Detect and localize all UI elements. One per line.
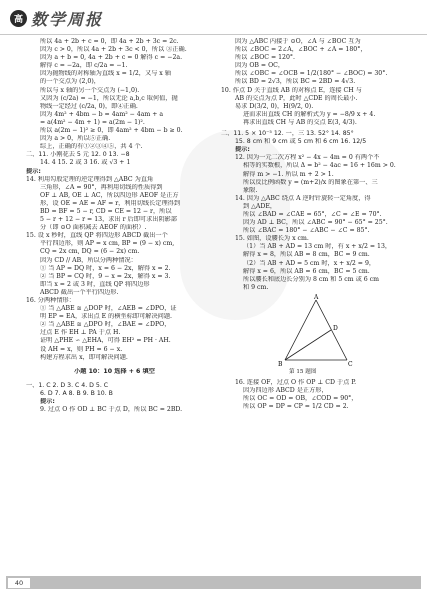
figure-label-d: D bbox=[333, 324, 338, 332]
hint-line: 相等的实数根，所以 Δ = b² − 4ac = 16 + 16m > 0. bbox=[243, 162, 396, 170]
header-divider bbox=[0, 34, 427, 35]
hint-line: ① 当 AP = DQ 时，x = 6 − 2x，解得 x = 2. bbox=[40, 264, 171, 272]
text-line: 所以 a(2m − 1)² ≥ 0，即 4am² + 4bm − b ≥ 0. bbox=[40, 127, 183, 135]
hint-line: 解得 x = 6，所以 AB = 6 cm，BC = 5 cm. bbox=[243, 267, 370, 275]
page-number: 40 bbox=[8, 578, 30, 588]
hint-block bbox=[26, 176, 213, 362]
hint-line: 证明 △PHE ∽ △EHA，可得 EH² = PH · AH. bbox=[40, 337, 171, 345]
hint-line: 过点 E 作 EH ⊥ PA 于点 H. bbox=[40, 329, 121, 337]
text-line: 因为 a + b = 0, 4a + 2b + c = 0 解得 c = −2a. bbox=[40, 54, 183, 62]
hint-line: 所以 ∠BAD = ∠CAE = 65°，∠C = ∠E = 70°. bbox=[243, 210, 382, 218]
right-column bbox=[221, 38, 411, 411]
text-line: 16. 连接 OF，过点 O 作 OP ⊥ CD 于点 P. bbox=[235, 379, 357, 386]
text-line: 所以 OC = OD = OB，∠COD = 90°， bbox=[243, 395, 358, 403]
hint-line: （1）当 AB + AD = 13 cm 时，有 x + x/2 = 13， bbox=[243, 243, 392, 251]
choice-answers-row: 6. D 7. A 8. B 9. B 10. B bbox=[40, 389, 113, 397]
figure-label-a: A bbox=[314, 293, 319, 301]
text-line: AB 的交点为点 P，此时 △CDE 的周长最小. bbox=[235, 94, 358, 102]
text-line: 因为抛物线的对称轴为直线 x = 1/2，又与 x 轴 bbox=[40, 70, 171, 78]
hint-line: ABCD 截出一个平行四边形. bbox=[40, 288, 119, 296]
left-column bbox=[26, 38, 213, 414]
hint-line: 构建方程求出 x，即可解决问题. bbox=[40, 353, 128, 361]
hint-label: 提示: bbox=[26, 167, 41, 175]
hint-line: 分（即 ⊙O 面积减去 AEOF 的面积）. bbox=[40, 224, 147, 232]
hint-line: 所以 ∠BAC = 180° − ∠ABC − ∠C = 85°. bbox=[243, 227, 370, 235]
hint-line: 平行四边形，则 AP = x cm, BP = (9 − x) cm, bbox=[40, 240, 175, 248]
hint-line: 15. 设 x 秒时，直线 QP 将四边形 ABCD 截出一个 bbox=[26, 232, 168, 240]
hint-line: 到 △ADE， bbox=[243, 202, 277, 210]
choice-answers-row: 一、1. C 2. D 3. C 4. D 5. C bbox=[26, 381, 109, 389]
figure-label-b: B bbox=[278, 360, 283, 368]
fill-answers-row: 14. 4 15. 2 或 3 16. 或 √3 + 1 bbox=[40, 159, 131, 167]
hint-line: ① 当 △ABE ≅ △DOP 时，∠AEB = ∠DPO，证 bbox=[40, 305, 177, 313]
text-line: 因为 OB = OC， bbox=[235, 62, 285, 70]
hint-line: 14. 利用勾股定理的逆定理得到 △ABC 为直角 bbox=[26, 175, 154, 183]
text-line: 所以 OP = DP = CP = 1/2 CD = 2. bbox=[243, 403, 349, 411]
newspaper-logo bbox=[10, 7, 145, 29]
text-line: 再求出直线 CH 与 AB 的交点 E(3, 4/3). bbox=[243, 118, 357, 126]
hint-label: 提示: bbox=[40, 398, 55, 406]
fill-answers-row: 二、11. 5 × 10⁻⁵ 12. 一，三 13. 52° 14. 85° bbox=[221, 130, 354, 138]
section-title: 小题 10：10 选择 + 6 填空 bbox=[74, 367, 155, 375]
hint-line: 14. 因为 △ABC 绕点 A 逆时针旋转一定角度，得 bbox=[235, 194, 371, 202]
hint-line: 三角形，∠A = 90°，再利用切线的性质得到 bbox=[40, 183, 163, 191]
text-line: 解得 c = −2a，即 c/2a = −1. bbox=[40, 62, 128, 70]
hint-line: 所以反比例函数 y = (m+2)/x 的图象在第一、三 bbox=[243, 178, 378, 186]
text-line: 因为 4m² + 4bm − b = 4am² − 4am + a bbox=[40, 110, 164, 118]
solution-block-right-top bbox=[221, 38, 411, 87]
hint-line: 形，设 OE = AE = AF = r，利用切线长定理得到 bbox=[40, 199, 181, 207]
text-line: 综上，正确的有①②③④⑤，共 4 个. bbox=[40, 143, 143, 151]
text-line: 进而求出直线 CH 的解析式为 y = −8/9 x + 4. bbox=[243, 110, 376, 118]
figure-caption: 第 15 题图 bbox=[289, 368, 317, 375]
text-line: 因为四边形 ABCD 是正方形， bbox=[243, 387, 328, 395]
footer-bar bbox=[6, 576, 421, 589]
fill-answers-row: 二、11. 小刚花去 5 元 12. 0 13. −8 bbox=[26, 151, 130, 159]
text-line: 又因为 (c/2a) = −1，所以无论 a,b,c 取何值，抛 bbox=[40, 94, 178, 102]
logo-title: 数学周报 bbox=[31, 9, 104, 29]
text-line: 物线一定经过 (c/2a, 0)，即④正确. bbox=[40, 102, 138, 110]
text-line: 因为 c > 0，所以 4a + 2b + 3c < 0，所以 ③正确. bbox=[40, 46, 187, 54]
isosceles-triangle-figure bbox=[271, 294, 361, 368]
figure-label-c: C bbox=[348, 360, 353, 368]
hint-line: 12. 因为一元二次方程 x² − 4x − 4m = 0 有两个不 bbox=[235, 154, 380, 162]
text-line: 因为 a > 0，所以⑤正确. bbox=[40, 135, 111, 143]
hint-line: 16. 分两种情形： bbox=[26, 297, 75, 304]
text-line: 所以 BD = 2√3，所以 BC = 2BD = 4√3. bbox=[235, 78, 356, 86]
hint-block-right bbox=[221, 154, 411, 292]
hint-line: 5 − r + 12 − r = 13，求出 r 后即可求出阴影部 bbox=[40, 216, 178, 224]
fill-answers-row: 15. 8 cm 和 9 cm 或 5 cm 和 6 cm 16. 12/5 bbox=[235, 138, 367, 146]
hint-label: 提示: bbox=[235, 146, 250, 154]
hint-line: 因为 CD // AB，所以分两种情况： bbox=[40, 256, 137, 264]
hint-line: 即当 x = 2 或 3 时，直线 QP 将四边形 bbox=[40, 280, 150, 288]
hint-line: ② 当 BP = CQ 时，9 − x = 2x，解得 x = 3. bbox=[40, 272, 171, 280]
text-line: 的一个交点为 (2,0)， bbox=[40, 78, 100, 86]
hint-line: OF ⊥ AB, OE ⊥ AC，所以四边形 AEOF 是正方 bbox=[40, 191, 179, 199]
hint-line: 15. 如图，设腰长为 x cm. bbox=[235, 235, 309, 243]
hint-line: 明 EP = EA，求出点 E 的横坐标即可解决问题. bbox=[40, 313, 172, 321]
hint-line: BD = BF = 5 − r, CD = CE = 12 − r，所以 bbox=[40, 207, 172, 215]
hint-line: 因为 AD ⊥ BC，所以 ∠ABC = 90° − 65° = 25°. bbox=[243, 219, 388, 227]
hint-line: （2）当 AB + AD = 5 cm 时，x + x/2 = 9， bbox=[243, 259, 376, 267]
hint-line: 和 9 cm. bbox=[243, 283, 269, 291]
text-line: 所以 ∠BOC = 120°. bbox=[235, 54, 295, 62]
text-line: 因为 △ABC 内接于 ⊙O，∠A 与 ∠BOC 互为 bbox=[235, 38, 361, 45]
hint-line: 解得 x = 8，所以 AB = 8 cm，BC = 9 cm. bbox=[243, 251, 370, 259]
text-line: 所以与 x 轴的另一个交点为 (−1,0). bbox=[40, 86, 140, 94]
text-line: 所以 ∠BOC = 2∠A，∠BOC + ∠A = 180°， bbox=[235, 46, 367, 54]
logo-badge: 高 bbox=[10, 10, 27, 27]
text-line: 10. 作点 D 关于直线 AB 的对称点 E，连接 CH 与 bbox=[221, 86, 362, 94]
hint-line: 象限. bbox=[243, 186, 258, 194]
text-line: 所以 ∠OBC = ∠OCB = 1/2(180° − ∠BOC) = 30°. bbox=[235, 70, 388, 78]
hint-line: 设 AH = x，则 PH = 6 − x. bbox=[40, 345, 123, 353]
text-line: 所以 4a + 2b + c = 0，即 4a + 2b + 3c = 2c. bbox=[40, 38, 179, 45]
hint-line: 解得 m > −1. 所以 m + 2 > 1. bbox=[243, 170, 334, 178]
hint-line: 9. 过点 O 作 OD ⊥ BC 于点 D，所以 BC = 2BD. bbox=[40, 406, 183, 414]
hint-line: CQ = 2x cm, DQ = (6 − 2x) cm. bbox=[40, 248, 140, 256]
hint-line: ② 当 △ABE ≅ △DPO 时，∠BAE = ∠DPO， bbox=[40, 321, 171, 329]
hint-line: 所以腰长和底边长分别为 8 cm 和 5 cm 或 6 cm bbox=[243, 275, 379, 283]
text-line: = a(4m² − 4m + 1) = a(2m − 1)². bbox=[40, 118, 145, 126]
solution-block-top bbox=[26, 38, 213, 151]
text-line: 易求 D(3/2, 0)，H(9/2, 0). bbox=[235, 102, 314, 110]
